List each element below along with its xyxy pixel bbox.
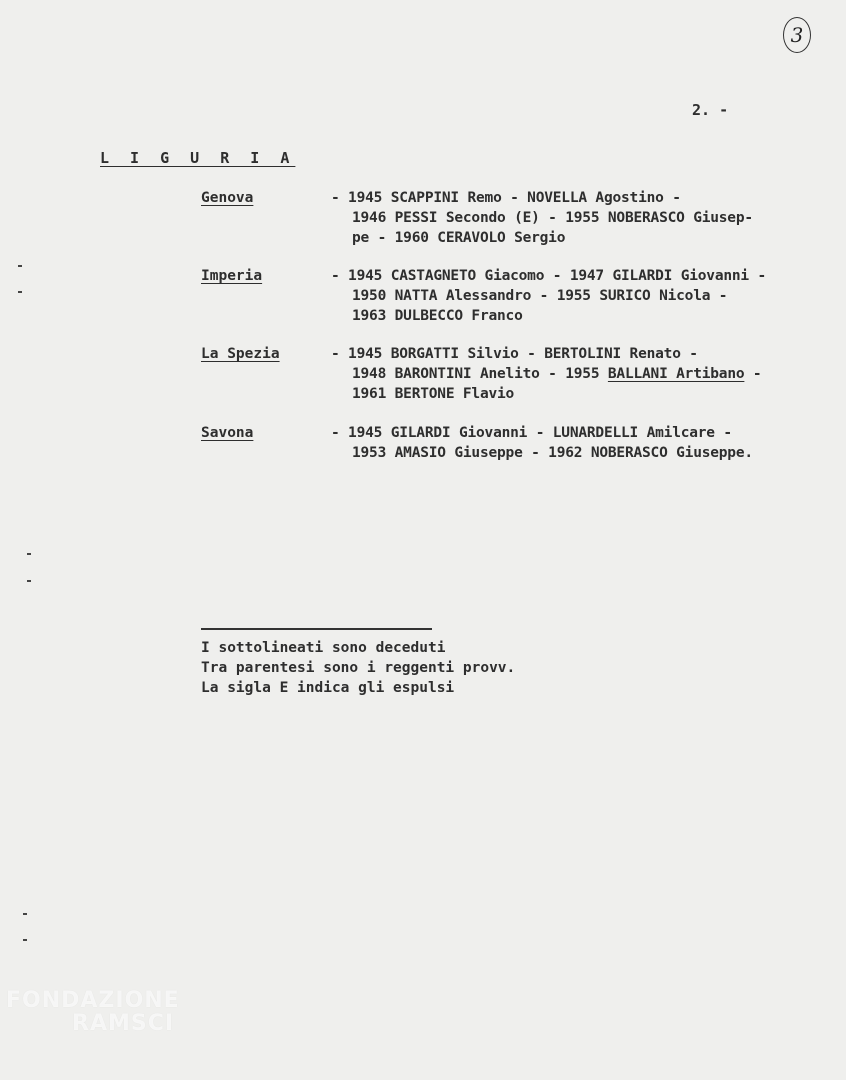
- margin-mark: [18, 291, 22, 293]
- province-name-genova: Genova: [201, 190, 254, 206]
- footnote-rule: [201, 628, 432, 630]
- margin-mark: [18, 265, 22, 267]
- background-watermark: [330, 20, 440, 640]
- margin-mark: [27, 553, 31, 555]
- savona-line-2: 1953 AMASIO Giuseppe - 1962 NOBERASCO Giuseppe.: [352, 445, 753, 461]
- imperia-line-3: 1963 DULBECCO Franco: [352, 308, 523, 324]
- province-name-savona: Savona: [201, 425, 254, 441]
- la-spezia-line-1: - 1945 BORGATTI Silvio - BERTOLINI Renato -: [331, 346, 698, 362]
- margin-mark: [23, 939, 27, 941]
- genova-line-3: pe - 1960 CERAVOLO Sergio: [352, 230, 566, 246]
- page-number: 2. -: [692, 101, 729, 119]
- logo-line-2: RAMSCI: [72, 1011, 175, 1036]
- circled-page-number: 3: [783, 17, 811, 53]
- genova-line-2: 1946 PESSI Secondo (E) - 1955 NOBERASCO Giusep-: [352, 210, 753, 226]
- region-title: L I G U R I A: [100, 149, 296, 167]
- fondazione-gramsci-watermark-logo: [6, 988, 180, 1036]
- imperia-line-1: - 1945 CASTAGNETO Giacomo - 1947 GILARDI Giovanni -: [331, 268, 767, 284]
- logo-line-1: FONDAZIONE: [6, 988, 180, 1013]
- deceased-name-underlined: BALLANI Artibano: [607, 366, 745, 382]
- genova-line-1: - 1945 SCAPPINI Remo - NOVELLA Agostino -: [331, 190, 681, 206]
- la-spezia-line-2-tail: -: [744, 366, 762, 382]
- imperia-line-2: 1950 NATTA Alessandro - 1955 SURICO Nicola -: [352, 288, 728, 304]
- margin-mark: [23, 913, 27, 915]
- footnote-line-1: I sottolineati sono deceduti: [201, 640, 446, 656]
- margin-mark: [27, 580, 31, 582]
- la-spezia-line-2: [352, 366, 761, 382]
- footnote-line-3: La sigla E indica gli espulsi: [201, 680, 455, 696]
- savona-line-1: - 1945 GILARDI Giovanni - LUNARDELLI Amilcare -: [331, 425, 732, 441]
- la-spezia-line-2-head: 1948 BARONTINI Anelito - 1955: [352, 366, 608, 382]
- province-name-imperia: Imperia: [201, 268, 263, 284]
- la-spezia-line-3: 1961 BERTONE Flavio: [352, 386, 515, 402]
- province-name-la-spezia: La Spezia: [201, 346, 280, 362]
- footnote-line-2: Tra parentesi sono i reggenti provv.: [201, 660, 516, 676]
